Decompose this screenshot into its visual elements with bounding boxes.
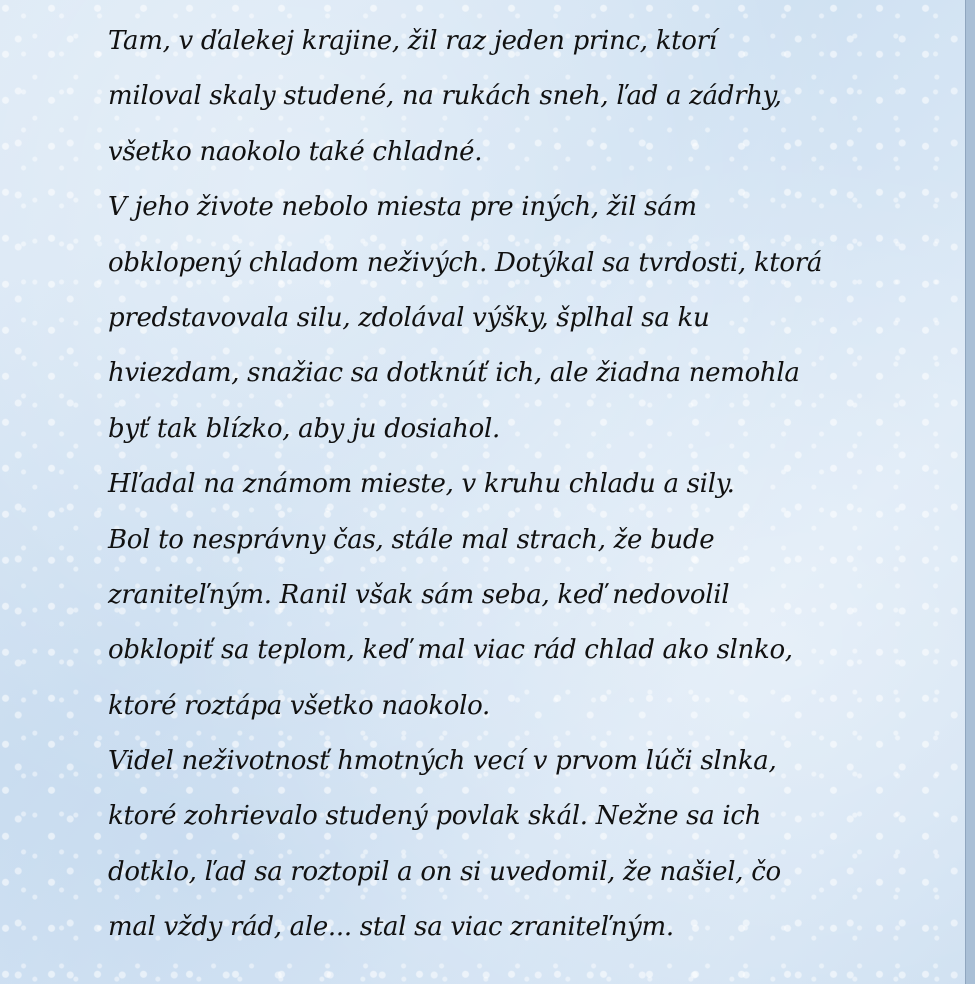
poem-line: obklopiť sa teplom, keď mal viac rád chlad ako slnko, <box>108 635 793 666</box>
poem-line: V jeho živote nebolo miesta pre iných, žil sám <box>108 192 697 223</box>
poem-line: obklopený chladom neživých. Dotýkal sa tvrdosti, ktorá <box>108 247 823 278</box>
poem-line: zraniteľným. Ranil však sám seba, keď nedovolil <box>108 579 730 610</box>
poem-line: predstavovala silu, zdolával výšky, šplhal sa ku <box>108 302 710 333</box>
poem-line: miloval skaly studené, na rukách sneh, ľad a zádrhy, <box>108 81 782 112</box>
poem-line: Hľadal na známom mieste, v kruhu chladu a sily. <box>108 469 735 500</box>
page-edge-border <box>965 0 975 984</box>
poem-line: Bol to nesprávny čas, stále mal strach, že bude <box>108 524 715 555</box>
poem-line: dotklo, ľad sa roztopil a on si uvedomil, že našiel, čo <box>108 856 781 887</box>
poem-line: ktoré zohrievalo studený povlak skál. Nežne sa ich <box>108 801 762 832</box>
poem-line: ktoré roztápa všetko naokolo. <box>108 690 490 721</box>
poem-line: Tam, v ďalekej krajine, žil raz jeden princ, ktorí <box>108 26 717 56</box>
poem-line: byť tak blízko, aby ju dosiahol. <box>108 413 500 444</box>
poem-line: všetko naokolo také chladné. <box>108 136 483 167</box>
poem-text <box>108 14 848 956</box>
poem-line: hviezdam, snažiac sa dotknúť ich, ale žiadna nemohla <box>108 358 800 389</box>
poem-line: Videl neživotnosť hmotných vecí v prvom lúči slnka, <box>108 746 777 777</box>
poem-line: mal vždy rád, ale... stal sa viac zraniteľným. <box>108 912 674 943</box>
